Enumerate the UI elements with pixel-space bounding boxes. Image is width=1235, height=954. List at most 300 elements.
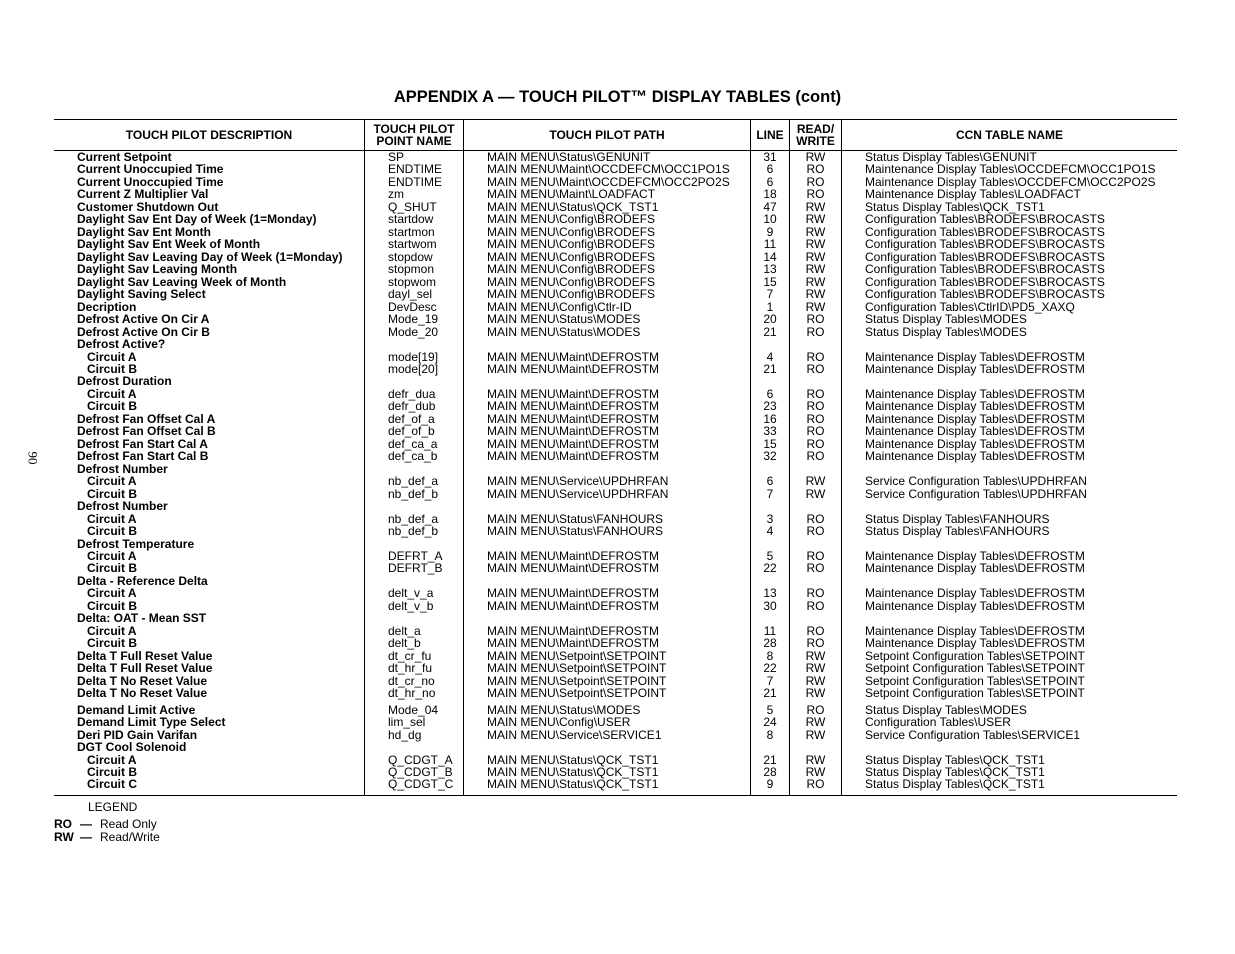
table-row: [54, 238, 1177, 250]
page-number: 90: [25, 451, 41, 465]
row-line: 6: [766, 174, 774, 189]
row-description: Defrost Number: [77, 461, 168, 476]
row-point-name: def_ca_a: [388, 436, 438, 451]
row-ccn-table: Configuration Tables\USER: [865, 715, 1011, 730]
row-path: MAIN MENU\Service\SERVICE1: [487, 727, 662, 742]
row-path: MAIN MENU\Maint\DEFROSTM: [487, 586, 660, 601]
row-ccn-table: Status Display Tables\QCK_TST1: [865, 777, 1045, 792]
row-description: Current Unoccupied Time: [77, 162, 224, 177]
table-row: [54, 400, 1177, 412]
row-description: Delta: OAT - Mean SST: [77, 611, 207, 626]
row-path: MAIN MENU\Maint\DEFROSTM: [487, 636, 660, 651]
row-line: 20: [763, 312, 777, 327]
row-read-write: RW: [805, 715, 826, 730]
table-row: [54, 450, 1177, 462]
row-point-name: startmon: [388, 224, 435, 239]
row-description: Circuit A: [87, 474, 137, 489]
row-ccn-table: Status Display Tables\QCK_TST1: [865, 764, 1045, 779]
row-path: MAIN MENU\Status\MODES: [487, 324, 641, 339]
legend-dash: —: [80, 817, 92, 831]
table-row: [54, 729, 1177, 741]
row-description: Circuit C: [87, 777, 138, 792]
row-path: MAIN MENU\Config\BRODEFS: [487, 212, 656, 227]
row-point-name: DEFRT_A: [388, 549, 443, 563]
row-read-write: RW: [805, 661, 826, 676]
row-read-write: RW: [805, 486, 826, 501]
table-row: [54, 338, 1177, 350]
row-path: MAIN MENU\Config\BRODEFS: [487, 249, 656, 264]
table-row: [54, 662, 1177, 674]
row-line: 6: [766, 162, 774, 177]
row-path: MAIN MENU\Maint\DEFROSTM: [487, 386, 660, 401]
row-read-write: RO: [806, 449, 825, 464]
row-ccn-table: Maintenance Display Tables\DEFROSTM: [865, 586, 1085, 601]
table-row: [54, 288, 1177, 300]
row-read-write: RW: [805, 212, 826, 227]
row-read-write: RO: [806, 524, 825, 539]
row-point-name: dayl_sel: [388, 287, 433, 302]
row-description: Current Setpoint: [77, 150, 172, 164]
row-line: 5: [766, 549, 774, 563]
header-read-write: READ/ WRITE: [796, 121, 835, 148]
row-ccn-table: Configuration Tables\CtlrID\PD5_XAXQ: [865, 299, 1075, 314]
row-read-write: RO: [806, 702, 825, 717]
row-description: Circuit B: [87, 524, 138, 539]
row-description: Daylight Sav Leaving Month: [77, 262, 238, 277]
row-description: Circuit B: [87, 561, 138, 576]
row-description: Demand Limit Active: [77, 702, 196, 717]
row-ccn-table: Maintenance Display Tables\DEFROSTM: [865, 399, 1085, 414]
row-point-name: nb_def_a: [388, 474, 439, 489]
row-description: Defrost Number: [77, 499, 168, 514]
row-point-name: lim_sel: [388, 715, 426, 730]
row-ccn-table: Status Display Tables\MODES: [865, 312, 1027, 327]
row-ccn-table: Status Display Tables\FANHOURS: [865, 511, 1050, 526]
row-line: 9: [766, 224, 774, 239]
row-line: 4: [766, 524, 774, 539]
table-row: [54, 475, 1177, 487]
row-read-write: RO: [806, 411, 825, 426]
row-read-write: RW: [805, 224, 826, 239]
legend: [54, 801, 160, 844]
row-read-write: RO: [806, 561, 825, 576]
row-ccn-table: Status Display Tables\MODES: [865, 324, 1027, 339]
row-line: 16: [763, 411, 777, 426]
row-point-name: nb_def_a: [388, 511, 439, 526]
row-point-name: defr_dub: [388, 399, 436, 414]
row-point-name: nb_def_b: [388, 486, 439, 501]
row-point-name: SP: [388, 150, 405, 164]
table-row: [54, 363, 1177, 375]
header-ccn-table: CCN TABLE NAME: [955, 127, 1064, 142]
row-description: Current Unoccupied Time: [77, 174, 224, 189]
row-description: Demand Limit Type Select: [77, 715, 226, 730]
row-line: 7: [766, 486, 774, 501]
row-point-name: def_of_b: [388, 424, 435, 439]
row-description: Current Z Multiplier Val: [77, 187, 209, 202]
row-point-name: def_of_a: [388, 411, 435, 426]
row-ccn-table: Maintenance Display Tables\DEFROSTM: [865, 549, 1085, 563]
row-line: 15: [763, 436, 777, 451]
row-path: MAIN MENU\Maint\DEFROSTM: [487, 399, 660, 414]
row-point-name: dt_cr_no: [388, 673, 435, 688]
legend-description: Read Only: [100, 817, 157, 831]
row-path: MAIN MENU\Maint\DEFROSTM: [487, 549, 660, 563]
legend-dash: —: [80, 830, 92, 844]
row-ccn-table: Configuration Tables\BRODEFS\BROCASTS: [865, 224, 1105, 239]
row-read-write: RO: [806, 399, 825, 414]
row-read-write: RW: [805, 262, 826, 277]
row-ccn-table: Setpoint Configuration Tables\SETPOINT: [865, 686, 1085, 701]
row-point-name: dt_cr_fu: [388, 648, 432, 663]
row-line: 13: [763, 586, 777, 601]
row-path: MAIN MENU\Setpoint\SETPOINT: [487, 673, 667, 688]
row-line: 15: [763, 274, 777, 289]
row-description: Circuit A: [87, 623, 137, 638]
row-ccn-table: Configuration Tables\BRODEFS\BROCASTS: [865, 212, 1105, 227]
row-read-write: RO: [806, 586, 825, 601]
row-point-name: dt_hr_fu: [388, 661, 433, 676]
row-point-name: startwom: [388, 237, 437, 252]
row-ccn-table: Status Display Tables\MODES: [865, 702, 1027, 717]
row-ccn-table: Maintenance Display Tables\DEFROSTM: [865, 386, 1085, 401]
row-path: MAIN MENU\Config\BRODEFS: [487, 237, 656, 252]
row-point-name: Q_CDGT_B: [388, 764, 453, 779]
row-read-write: RO: [806, 312, 825, 327]
row-description: Circuit B: [87, 486, 138, 501]
row-line: 14: [763, 249, 777, 264]
row-path: MAIN MENU\Setpoint\SETPOINT: [487, 661, 667, 676]
row-point-name: zm: [388, 187, 404, 202]
row-description: Circuit A: [87, 386, 137, 401]
row-point-name: mode[19]: [388, 349, 439, 364]
legend-key: RO: [54, 817, 72, 831]
row-description: Circuit B: [87, 764, 138, 779]
row-description: Defrost Fan Start Cal B: [77, 449, 209, 464]
row-point-name: Mode_19: [388, 312, 439, 327]
row-ccn-table: Maintenance Display Tables\DEFROSTM: [865, 361, 1085, 376]
row-ccn-table: Configuration Tables\BRODEFS\BROCASTS: [865, 249, 1105, 264]
row-read-write: RO: [806, 162, 825, 177]
row-read-write: RW: [805, 686, 826, 701]
row-description: Daylight Sav Ent Month: [77, 224, 212, 239]
row-line: 13: [763, 262, 777, 277]
row-path: MAIN MENU\Maint\DEFROSTM: [487, 349, 660, 364]
table-row: [54, 716, 1177, 728]
row-line: 47: [763, 199, 777, 214]
row-description: Circuit A: [87, 752, 137, 767]
row-description: Circuit A: [87, 549, 137, 563]
row-point-name: delt_v_a: [388, 586, 434, 601]
row-line: 7: [766, 673, 774, 688]
row-path: MAIN MENU\Maint\DEFROSTM: [487, 449, 660, 464]
row-line: 22: [763, 561, 777, 576]
legend-list: [54, 818, 160, 844]
row-point-name: nb_def_b: [388, 524, 439, 539]
table-row: [54, 425, 1177, 437]
legend-title: LEGEND: [88, 800, 138, 814]
row-line: 30: [763, 598, 777, 613]
table-row: [54, 500, 1177, 512]
row-description: Defrost Active On Cir B: [77, 324, 210, 339]
page-title: APPENDIX A — TOUCH PILOT™ DISPLAY TABLES (cont): [393, 88, 842, 106]
row-point-name: delt_b: [388, 636, 421, 651]
row-line: 31: [763, 150, 777, 164]
header-description: TOUCH PILOT DESCRIPTION: [125, 127, 293, 142]
row-path: MAIN MENU\Maint\DEFROSTM: [487, 598, 660, 613]
row-point-name: stopwom: [388, 274, 437, 289]
row-path: MAIN MENU\Maint\DEFROSTM: [487, 561, 660, 576]
row-ccn-table: Setpoint Configuration Tables\SETPOINT: [865, 661, 1085, 676]
row-ccn-table: Configuration Tables\BRODEFS\BROCASTS: [865, 287, 1105, 302]
legend-key: RW: [54, 830, 74, 844]
row-line: 33: [763, 424, 777, 439]
legend-item: [54, 831, 160, 844]
header-line: LINE: [756, 127, 784, 142]
table-row: [54, 188, 1177, 200]
row-line: 4: [766, 349, 774, 364]
table-row: [54, 612, 1177, 624]
row-read-write: RW: [805, 764, 826, 779]
display-table: [54, 119, 1177, 796]
row-path: MAIN MENU\Config\BRODEFS: [487, 274, 656, 289]
row-point-name: Q_CDGT_C: [388, 777, 454, 792]
row-ccn-table: Configuration Tables\BRODEFS\BROCASTS: [865, 262, 1105, 277]
table-row: [54, 587, 1177, 599]
row-description: Delta - Reference Delta: [77, 573, 208, 588]
row-description: Defrost Temperature: [77, 536, 195, 551]
row-read-write: RO: [806, 324, 825, 339]
row-path: MAIN MENU\Status\MODES: [487, 702, 641, 717]
row-description: Delta T No Reset Value: [77, 673, 208, 688]
row-read-write: RO: [806, 436, 825, 451]
row-point-name: Mode_04: [388, 702, 439, 717]
row-description: Circuit B: [87, 598, 138, 613]
row-description: Circuit A: [87, 586, 137, 601]
row-description: Delta T Full Reset Value: [77, 648, 213, 663]
row-path: MAIN MENU\Maint\DEFROSTM: [487, 361, 660, 376]
row-point-name: hd_dg: [388, 727, 422, 742]
row-path: MAIN MENU\Status\QCK_TST1: [487, 752, 659, 767]
row-path: MAIN MENU\Service\UPDHRFAN: [487, 486, 669, 501]
row-read-write: RW: [805, 673, 826, 688]
row-ccn-table: Status Display Tables\GENUNIT: [865, 150, 1037, 164]
row-line: 7: [766, 287, 774, 302]
row-line: 5: [766, 702, 774, 717]
row-ccn-table: Service Configuration Tables\SERVICE1: [865, 727, 1081, 742]
table-row: [54, 213, 1177, 225]
row-path: MAIN MENU\Maint\OCCDEFCM\OCC2PO2S: [487, 174, 730, 189]
row-path: MAIN MENU\Config\BRODEFS: [487, 287, 656, 302]
row-read-write: RO: [806, 386, 825, 401]
row-point-name: ENDTIME: [388, 174, 442, 189]
legend-description: Read/Write: [100, 830, 160, 844]
row-path: MAIN MENU\Status\QCK_TST1: [487, 199, 659, 214]
row-ccn-table: Maintenance Display Tables\DEFROSTM: [865, 349, 1085, 364]
row-point-name: Mode_20: [388, 324, 439, 339]
row-description: Defrost Fan Offset Cal A: [77, 411, 216, 426]
row-point-name: stopmon: [388, 262, 435, 277]
row-path: MAIN MENU\Status\FANHOURS: [487, 524, 664, 539]
table-row: [54, 687, 1177, 699]
row-path: MAIN MENU\Maint\DEFROSTM: [487, 623, 660, 638]
row-line: 21: [763, 324, 777, 339]
row-description: Defrost Fan Start Cal A: [77, 436, 208, 451]
table-row: [54, 525, 1177, 537]
row-line: 22: [763, 661, 777, 676]
row-path: MAIN MENU\Status\QCK_TST1: [487, 777, 659, 792]
row-path: MAIN MENU\Config\Ctlr-ID: [487, 299, 632, 314]
row-ccn-table: Setpoint Configuration Tables\SETPOINT: [865, 648, 1085, 663]
table-row: [54, 637, 1177, 649]
row-ccn-table: Maintenance Display Tables\LOADFACT: [865, 187, 1081, 202]
row-description: Deri PID Gain Varifan: [77, 727, 198, 742]
row-read-write: RW: [805, 474, 826, 489]
row-ccn-table: Setpoint Configuration Tables\SETPOINT: [865, 673, 1085, 688]
row-description: Circuit A: [87, 511, 137, 526]
row-ccn-table: Maintenance Display Tables\DEFROSTM: [865, 436, 1085, 451]
row-read-write: RW: [805, 287, 826, 302]
row-point-name: ENDTIME: [388, 162, 442, 177]
row-description: Customer Shutdown Out: [77, 199, 219, 214]
row-read-write: RW: [805, 274, 826, 289]
row-line: 3: [766, 511, 774, 526]
row-point-name: Q_SHUT: [388, 199, 437, 214]
row-line: 11: [763, 237, 777, 252]
row-path: MAIN MENU\Maint\DEFROSTM: [487, 411, 660, 426]
row-line: 1: [766, 299, 774, 314]
table-body: [54, 151, 1177, 791]
row-read-write: RW: [805, 752, 826, 767]
row-point-name: delt_a: [388, 623, 421, 638]
row-read-write: RO: [806, 424, 825, 439]
row-ccn-table: Maintenance Display Tables\DEFROSTM: [865, 598, 1085, 613]
row-ccn-table: Status Display Tables\FANHOURS: [865, 524, 1050, 539]
row-description: DGT Cool Solenoid: [77, 740, 187, 755]
row-ccn-table: Maintenance Display Tables\OCCDEFCM\OCC1PO1S: [865, 162, 1156, 177]
row-point-name: startdow: [388, 212, 434, 227]
row-ccn-table: Maintenance Display Tables\DEFROSTM: [865, 623, 1085, 638]
row-read-write: RO: [806, 598, 825, 613]
row-point-name: DevDesc: [388, 299, 437, 314]
row-ccn-table: Maintenance Display Tables\DEFROSTM: [865, 636, 1085, 651]
row-description: Daylight Sav Ent Week of Month: [77, 237, 261, 252]
row-ccn-table: Status Display Tables\QCK_TST1: [865, 752, 1045, 767]
row-line: 24: [763, 715, 777, 730]
row-line: 21: [763, 752, 777, 767]
row-path: MAIN MENU\Status\FANHOURS: [487, 511, 664, 526]
row-read-write: RW: [805, 727, 826, 742]
row-line: 18: [763, 187, 777, 202]
row-point-name: delt_v_b: [388, 598, 434, 613]
row-point-name: DEFRT_B: [388, 561, 443, 576]
row-read-write: RO: [806, 361, 825, 376]
row-ccn-table: Configuration Tables\BRODEFS\BROCASTS: [865, 237, 1105, 252]
row-path: MAIN MENU\Config\USER: [487, 715, 631, 730]
row-read-write: RW: [805, 199, 826, 214]
row-line: 8: [766, 727, 774, 742]
row-point-name: stopdow: [388, 249, 433, 264]
row-ccn-table: Maintenance Display Tables\DEFROSTM: [865, 424, 1085, 439]
row-point-name: mode[20]: [388, 361, 439, 376]
row-line: 10: [763, 212, 777, 227]
row-read-write: RO: [806, 174, 825, 189]
row-line: 21: [763, 686, 777, 701]
row-path: MAIN MENU\Service\UPDHRFAN: [487, 474, 669, 489]
row-line: 6: [766, 386, 774, 401]
row-read-write: RO: [806, 349, 825, 364]
row-read-write: RO: [806, 623, 825, 638]
row-line: 23: [763, 399, 777, 414]
row-path: MAIN MENU\Maint\DEFROSTM: [487, 424, 660, 439]
row-description: Delta T Full Reset Value: [77, 661, 213, 676]
row-line: 8: [766, 648, 774, 663]
row-path: MAIN MENU\Maint\DEFROSTM: [487, 436, 660, 451]
row-ccn-table: Maintenance Display Tables\DEFROSTM: [865, 411, 1085, 426]
row-ccn-table: Status Display Tables\QCK_TST1: [865, 199, 1045, 214]
row-description: Circuit A: [87, 349, 137, 364]
row-description: Defrost Fan Offset Cal B: [77, 424, 216, 439]
table-row: [54, 778, 1177, 790]
row-read-write: RW: [805, 648, 826, 663]
row-description: Circuit B: [87, 361, 138, 376]
row-path: MAIN MENU\Setpoint\SETPOINT: [487, 686, 667, 701]
row-line: 28: [763, 636, 777, 651]
row-description: Delta T No Reset Value: [77, 686, 208, 701]
table-row: [54, 488, 1177, 500]
row-path: MAIN MENU\Maint\OCCDEFCM\OCC1PO1S: [487, 162, 730, 177]
row-read-write: RO: [806, 777, 825, 792]
row-path: MAIN MENU\Status\GENUNIT: [487, 150, 651, 164]
row-line: 6: [766, 474, 774, 489]
row-line: 21: [763, 361, 777, 376]
row-description: Decription: [77, 299, 137, 314]
table-row: [54, 326, 1177, 338]
row-ccn-table: Maintenance Display Tables\DEFROSTM: [865, 449, 1085, 464]
row-description: Defrost Active On Cir A: [77, 312, 210, 327]
row-ccn-table: Service Configuration Tables\UPDHRFAN: [865, 474, 1087, 489]
row-path: MAIN MENU\Setpoint\SETPOINT: [487, 648, 667, 663]
row-description: Circuit B: [87, 399, 138, 414]
row-ccn-table: Maintenance Display Tables\OCCDEFCM\OCC2PO2S: [865, 174, 1156, 189]
row-line: 32: [763, 449, 777, 464]
row-description: Defrost Duration: [77, 374, 172, 389]
row-read-write: RO: [806, 549, 825, 563]
table-row: [54, 600, 1177, 612]
row-read-write: RO: [806, 511, 825, 526]
row-read-write: RO: [806, 187, 825, 202]
row-description: Daylight Saving Select: [77, 287, 206, 302]
row-ccn-table: Maintenance Display Tables\DEFROSTM: [865, 561, 1085, 576]
row-ccn-table: Configuration Tables\BRODEFS\BROCASTS: [865, 274, 1105, 289]
row-read-write: RO: [806, 636, 825, 651]
table-row: [54, 313, 1177, 325]
row-path: MAIN MENU\Status\MODES: [487, 312, 641, 327]
row-line: 28: [763, 764, 777, 779]
table-row: [54, 562, 1177, 574]
row-point-name: Q_CDGT_A: [388, 752, 453, 767]
table-row: [54, 263, 1177, 275]
table-row: [54, 741, 1177, 753]
row-read-write: RW: [805, 150, 826, 164]
row-read-write: RW: [805, 249, 826, 264]
row-read-write: RW: [805, 299, 826, 314]
row-path: MAIN MENU\Maint\LOADFACT: [487, 187, 656, 202]
row-point-name: def_ca_b: [388, 449, 438, 464]
row-ccn-table: Service Configuration Tables\UPDHRFAN: [865, 486, 1087, 501]
header-point-name: TOUCH PILOT POINT NAME: [373, 121, 455, 148]
row-line: 9: [766, 777, 774, 792]
